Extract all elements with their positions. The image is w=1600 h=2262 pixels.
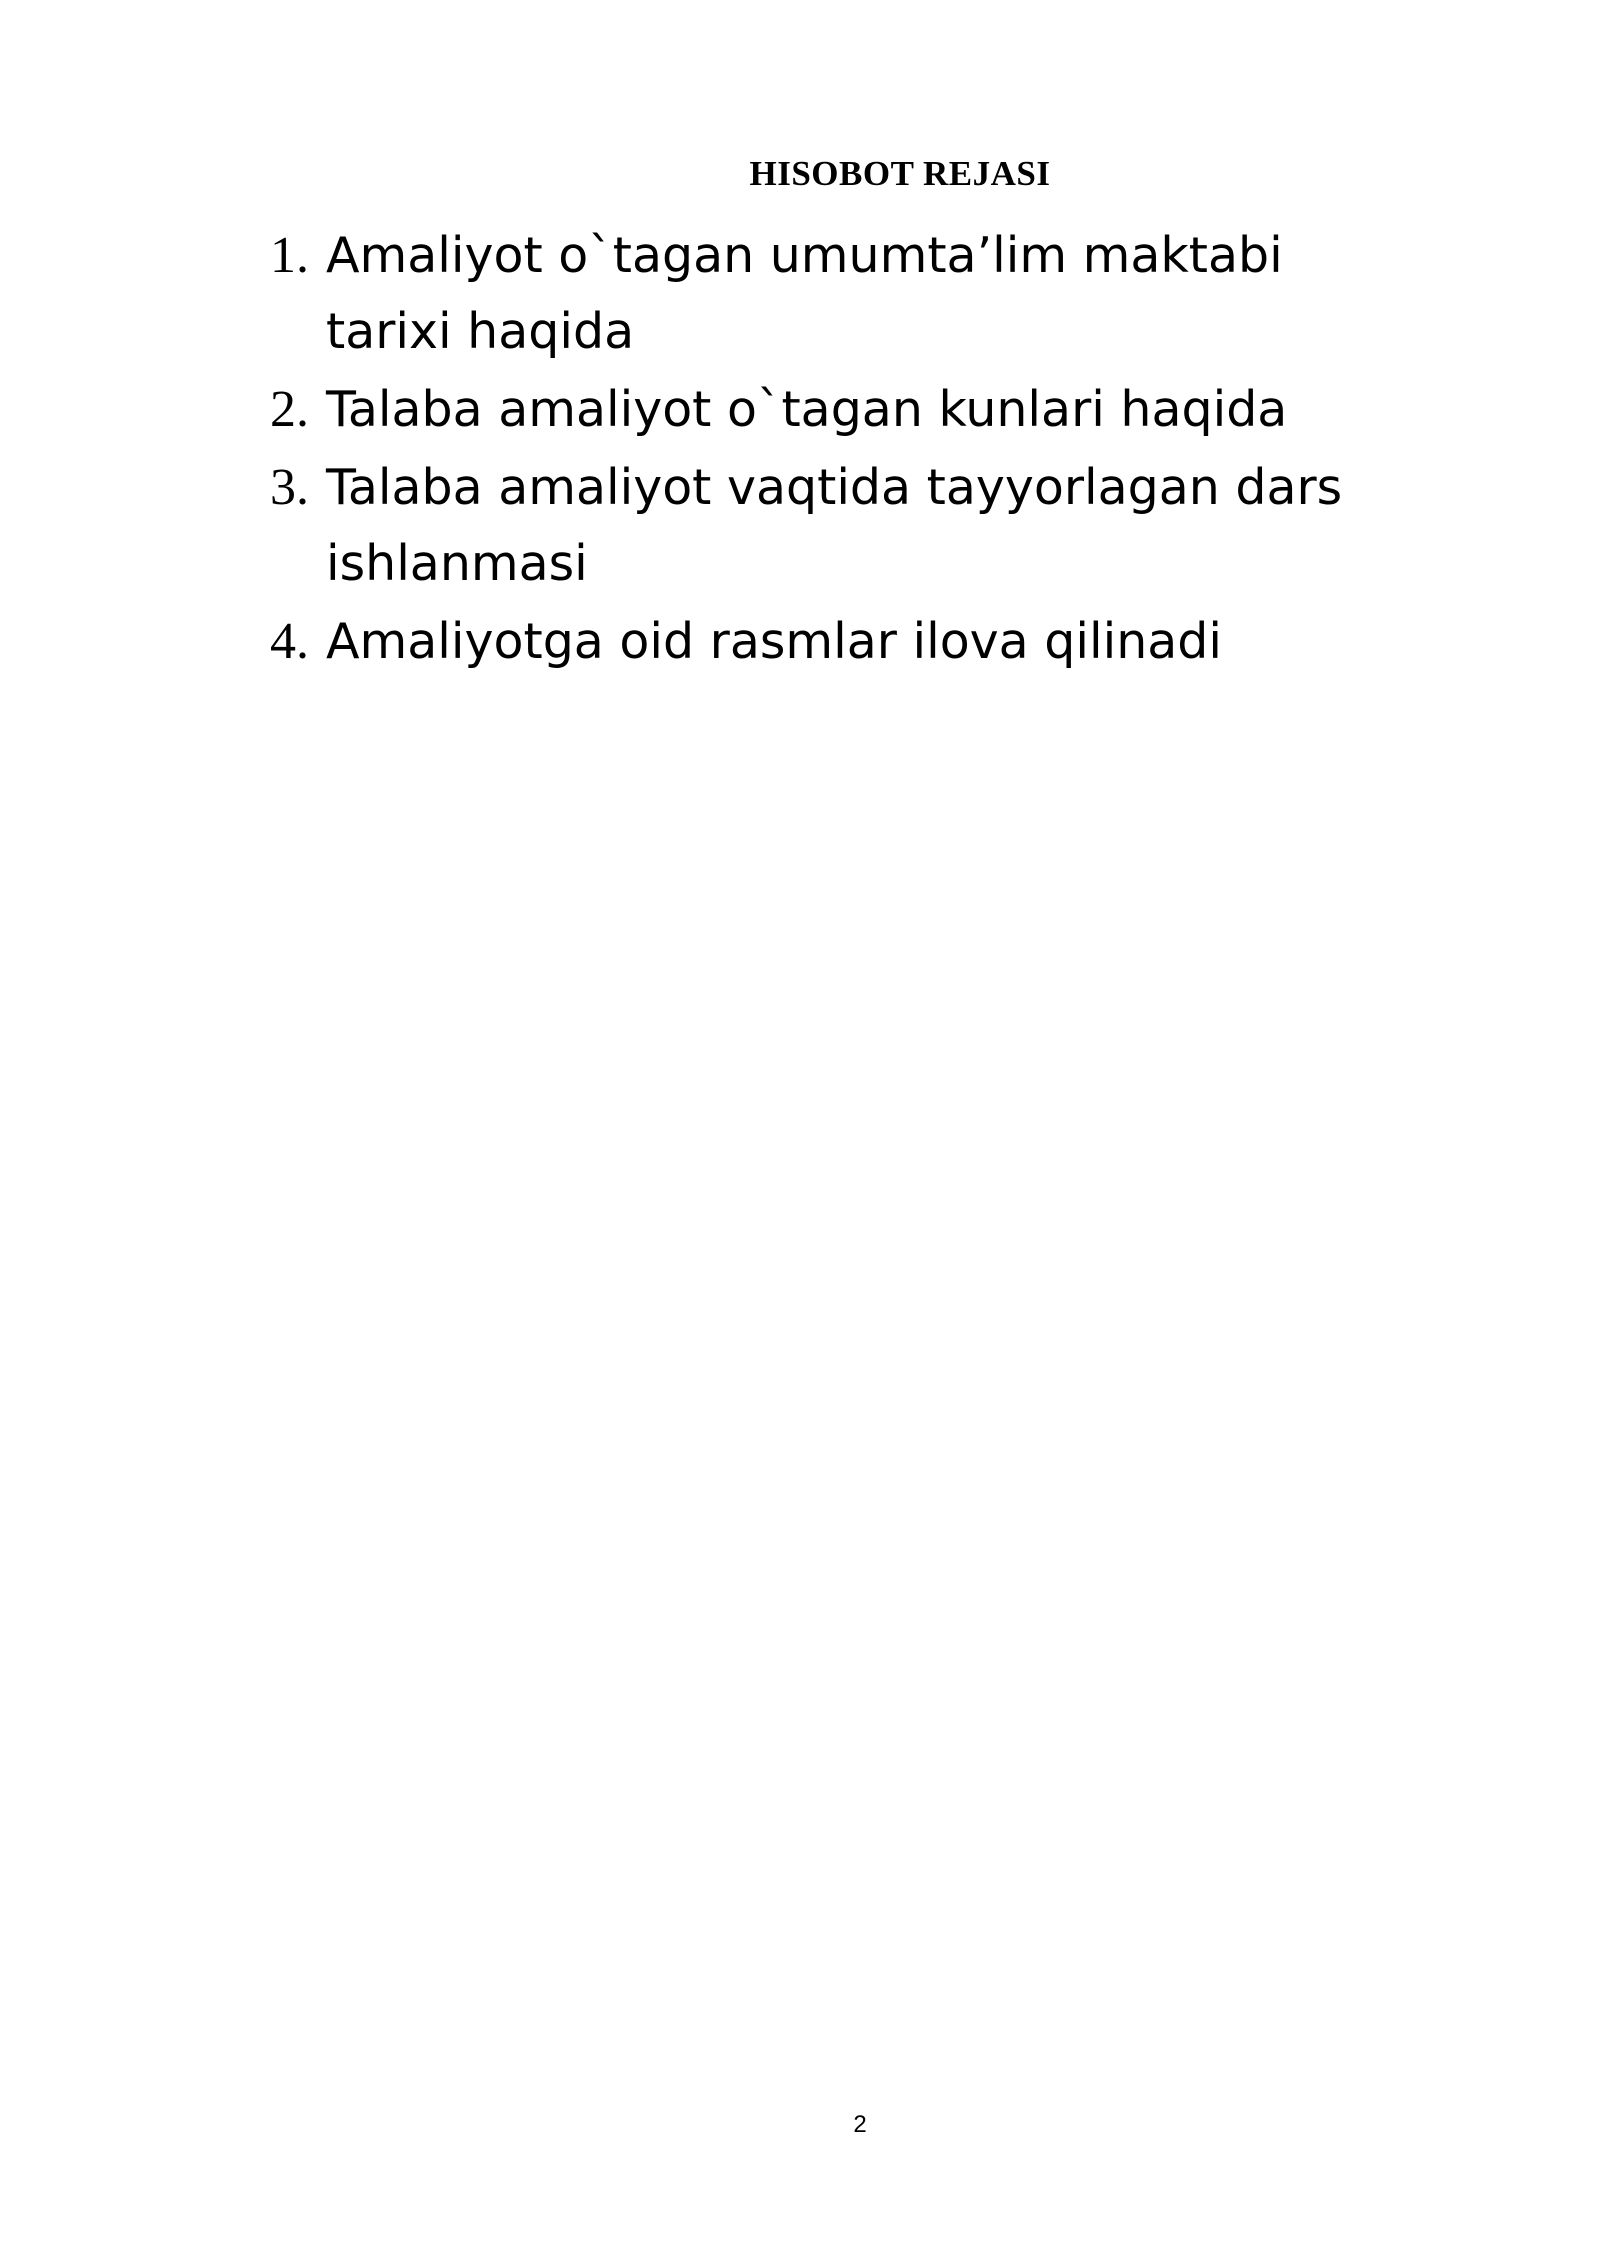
- page-title: HISOBOT REJASI: [749, 154, 1051, 193]
- list-item-number: 1.: [270, 227, 309, 284]
- page-number: 2: [853, 2111, 867, 2138]
- list-item-text: Talaba amaliyot o`tagan kunlari haqida: [326, 381, 1288, 438]
- list-item-number: 2.: [270, 381, 309, 438]
- list-item-number: 3.: [270, 459, 309, 516]
- list-item: [270, 372, 1420, 448]
- list-item-text: Talaba amaliyot vaqtida tayyorlagan dars ishlanmasi: [326, 459, 1343, 592]
- list-item-text: Amaliyotga oid rasmlar ilova qilinadi: [326, 613, 1223, 670]
- list-item-text: Amaliyot o`tagan umumta’lim maktabi tarixi haqida: [326, 227, 1283, 360]
- list-item: [270, 218, 1420, 370]
- list-item-number: 4.: [270, 613, 309, 670]
- list-item: [270, 450, 1420, 602]
- list-item: [270, 604, 1420, 680]
- report-plan-list: [270, 218, 1420, 682]
